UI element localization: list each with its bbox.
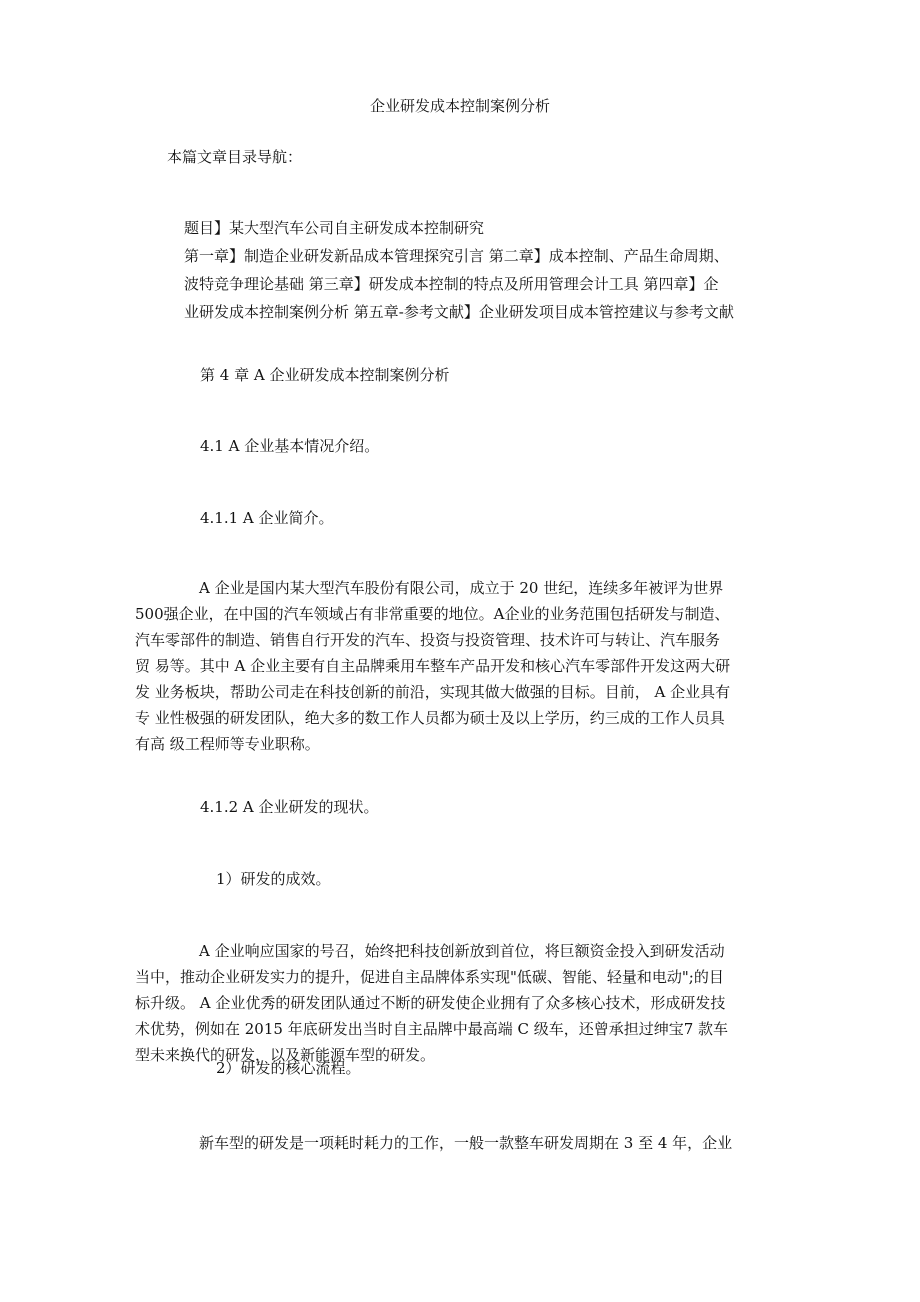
paragraph-line: 500强企业，在中国的汽车领域占有非常重要的地位。A企业的业务范围包括研发与制造、 (135, 605, 730, 623)
paragraph-line: 新车型的研发是一项耗时耗力的工作，一般一款整车研发周期在 3 至 4 年，企业 (199, 1134, 733, 1152)
company-intro-paragraph (135, 575, 795, 757)
toc-line[interactable]: 波特竞争理论基础 第三章】研发成本控制的特点及所用管理会计工具 第四章】企 (184, 275, 719, 293)
section-heading-4-1-2: 4.1.2 A 企业研发的现状。 (200, 798, 379, 816)
paragraph-line: A 企业响应国家的号召，始终把科技创新放到首位，将巨额资金投入到研发活动 (199, 942, 725, 960)
section-heading-4-1: 4.1 A 企业基本情况介绍。 (200, 437, 380, 455)
document-title: 企业研发成本控制案例分析 (369, 97, 550, 115)
toc-nav-label: 本篇文章目录导航： (167, 148, 303, 166)
list-item-core-process: 2）研发的核心流程。 (216, 1059, 361, 1077)
paragraph-line: 贸 易等。其中 A 企业主要有自主品牌乘用车整车产品开发和核心汽车零部件开发这两大研 (135, 657, 731, 675)
list-item-results: 1）研发的成效。 (216, 870, 331, 888)
paragraph-line: 术优势，例如在 2015 年底研发出当时自主品牌中最高端 C 级车，还曾承担过绅宝7 款车 (135, 1020, 729, 1038)
section-heading-4-1-1: 4.1.1 A 企业简介。 (200, 509, 334, 527)
rd-status-paragraph (135, 938, 795, 1068)
table-of-contents (184, 214, 794, 326)
toc-line[interactable]: 第一章】制造企业研发新品成本管理探究引言 第二章】成本控制、产品生命周期、 (184, 247, 729, 265)
paragraph-line: 有高 级工程师等专业职称。 (135, 735, 320, 753)
toc-line[interactable]: 题目】某大型汽车公司自主研发成本控制研究 (184, 219, 485, 237)
paragraph-line: 标升级。 A 企业优秀的研发团队通过不断的研发使企业拥有了众多核心技术，形成研发技 (135, 994, 726, 1012)
paragraph-line: 汽车零部件的制造、销售自行开发的汽车、投资与投资管理、技术许可与转让、汽车服务 (135, 631, 721, 649)
paragraph-line: 型未来换代的研发，以及新能源车型的研发。 (135, 1046, 436, 1064)
paragraph-line: A 企业是国内某大型汽车股份有限公司，成立于 20 世纪，连续多年被评为世界 (199, 579, 724, 597)
chapter-heading: 第 4 章 A 企业研发成本控制案例分析 (200, 366, 450, 384)
paragraph-line: 专 业性极强的研发团队，绝大多的数工作人员都为硕士及以上学历，约三成的工作人员具 (135, 709, 725, 727)
core-process-paragraph (135, 1130, 795, 1156)
paragraph-line: 发 业务板块，帮助公司走在科技创新的前沿，实现其做大做强的目标。目前， A 企业具有 (135, 683, 731, 701)
toc-line[interactable]: 业研发成本控制案例分析 第五章-参考文献】企业研发项目成本管控建议与参考文献 (184, 303, 734, 321)
paragraph-line: 当中，推动企业研发实力的提升，促进自主品牌体系实现"低碳、智能、轻量和电动";的目 (135, 968, 724, 986)
